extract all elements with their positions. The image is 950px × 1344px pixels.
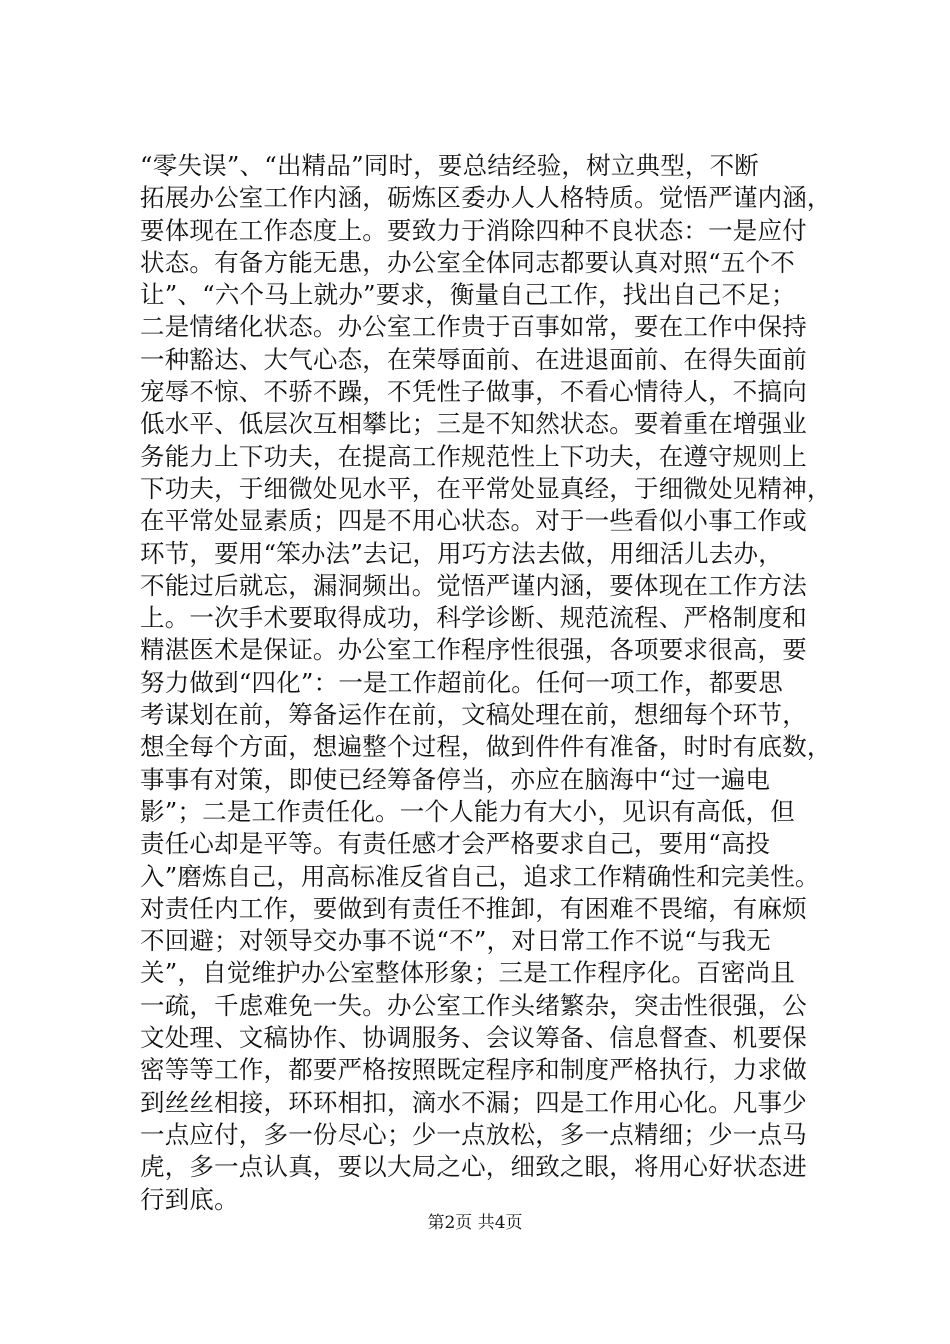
text-line: 虎，多一点认真，要以大局之心，细致之眼，将用心好状态进: [140, 1152, 807, 1182]
text-line: 精湛医术是保证。办公室工作程序性很强，各项要求很高，要: [140, 635, 807, 665]
page-footer: 第2页 共4页: [427, 1213, 523, 1233]
text-line: 二是情绪化状态。办公室工作贵于百事如常，要在工作中保持: [140, 312, 807, 342]
text-line: 入”磨炼自己，用高标准反省自己，追求工作精确性和完美性。: [140, 861, 820, 891]
text-line: “零失误”、“出精品”同时，要总结经验，树立典型，不断: [140, 151, 759, 180]
text-line: 行到底。: [140, 1184, 239, 1214]
text-line: 关”，自觉维护办公室整体形象；三是工作程序化。百密尚且: [140, 958, 795, 988]
text-line: 努力做到“四化”：一是工作超前化。任何一项工作，都要思: [140, 667, 783, 697]
text-line: 对责任内工作，要做到有责任不推卸，有困难不畏缩，有麻烦: [140, 893, 807, 923]
text-line: 宠辱不惊、不骄不躁，不凭性子做事，不看心情待人，不搞向: [140, 377, 807, 407]
text-line: 一种豁达、大气心态，在荣辱面前、在进退面前、在得失面前: [140, 344, 807, 374]
text-line: 不能过后就忘，漏洞频出。觉悟严谨内涵，要体现在工作方法: [140, 570, 807, 600]
text-line: 务能力上下功夫，在提高工作规范性上下功夫，在遵守规则上: [140, 441, 807, 471]
text-line: 一疏，千虑难免一失。办公室工作头绪繁杂，突击性很强，公: [140, 990, 807, 1020]
text-line: 到丝丝相接，环环相扣，滴水不漏；四是工作用心化。凡事少: [140, 1087, 807, 1117]
text-line: 状态。有备方能无患，办公室全体同志都要认真对照“五个不: [140, 247, 795, 277]
text-line: 影”；二是工作责任化。一个人能力有大小，见识有高低，但: [140, 796, 795, 826]
text-line: 在平常处显素质；四是不用心状态。对于一些看似小事工作或: [140, 506, 807, 536]
text-line: 不回避；对领导交办事不说“不”，对日常工作不说“与我无: [140, 926, 771, 956]
text-line: 想全每个方面，想遍整个过程，做到件件有准备，时时有底数，: [140, 732, 832, 762]
text-line: 拓展办公室工作内涵，砺炼区委办人人格特质。觉悟严谨内涵，: [140, 183, 832, 213]
text-line: 一点应付，多一份尽心；少一点放松，多一点精细；少一点马: [140, 1119, 807, 1149]
text-line: 让”、“六个马上就办”要求，衡量自己工作，找出自己不足；: [140, 280, 796, 310]
text-line: 考谋划在前，筹备运作在前，文稿处理在前，想细每个环节，: [140, 700, 807, 730]
text-line: 要体现在工作态度上。要致力于消除四种不良状态：一是应付: [140, 215, 807, 245]
text-line: 事事有对策，即使已经筹备停当，亦应在脑海中“过一遍电: [140, 764, 771, 794]
text-line: 文处理、文稿协作、协调服务、会议筹备、信息督查、机要保: [140, 1023, 807, 1053]
text-line: 密等等工作，都要严格按照既定程序和制度严格执行，力求做: [140, 1055, 807, 1085]
text-line: 责任心却是平等。有责任感才会严格要求自己，要用“高投: [140, 829, 771, 859]
body-text: [140, 150, 860, 1216]
text-line: 下功夫，于细微处见水平，在平常处显真经，于细微处见精神，: [140, 473, 832, 503]
text-line: 上。一次手术要取得成功，科学诊断、规范流程、严格制度和: [140, 603, 807, 633]
text-line: 环节，要用“笨办法”去记，用巧方法去做，用细活儿去办，: [140, 538, 783, 568]
text-line: 低水平、低层次互相攀比；三是不知然状态。要着重在增强业: [140, 409, 807, 439]
